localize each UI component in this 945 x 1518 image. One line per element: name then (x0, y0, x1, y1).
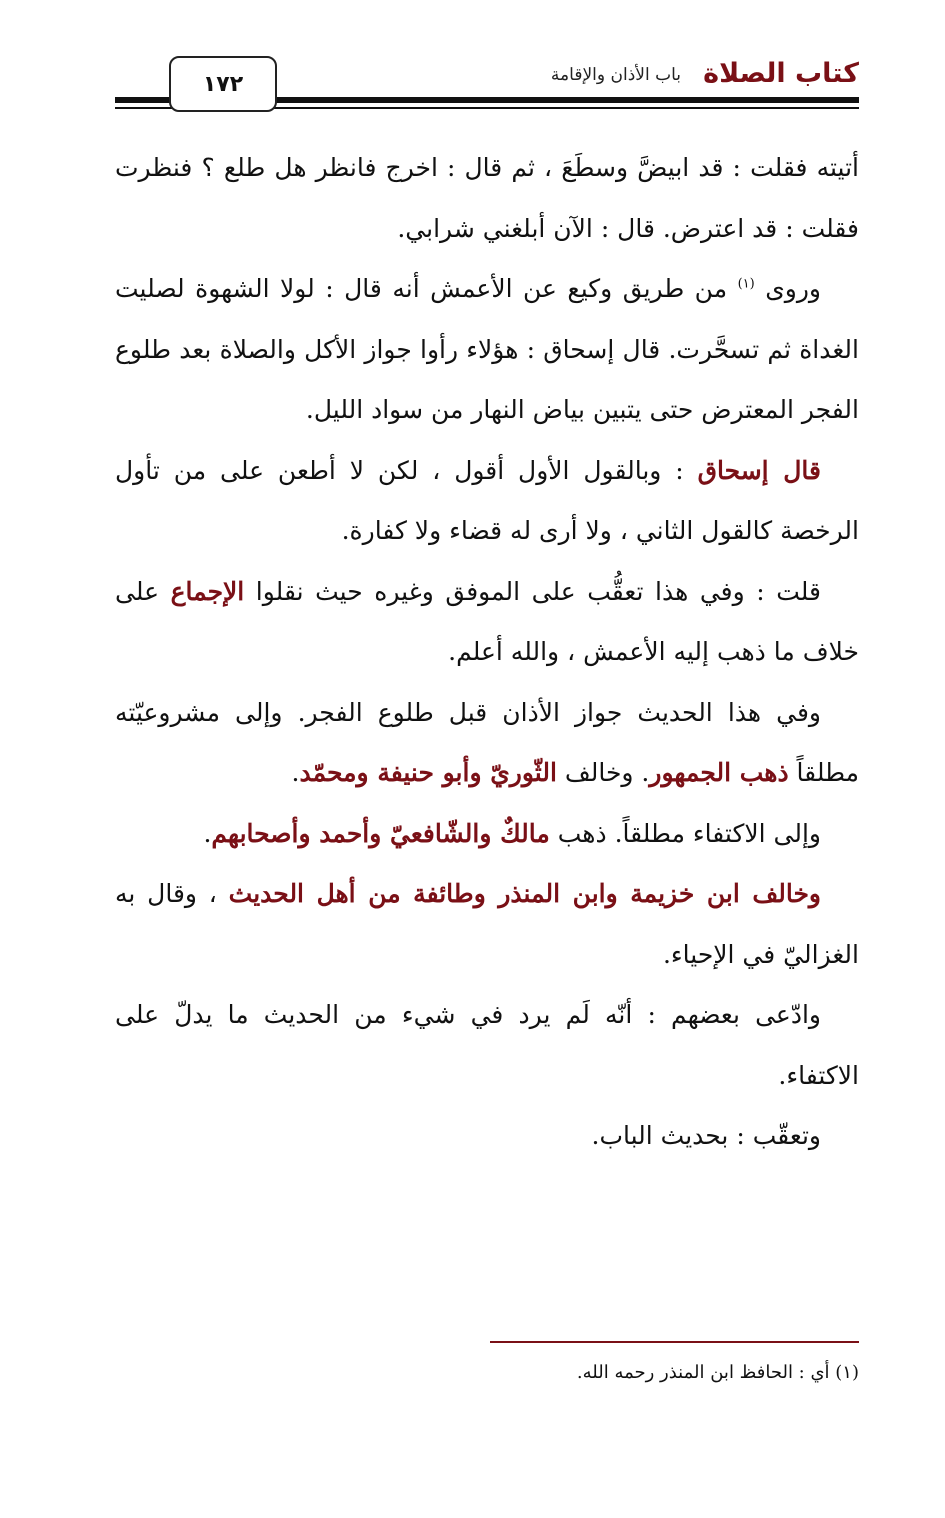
paragraph-4-start: قلت : وفي هذا تعقُّب على الموفق وغيره حيث نقلوا (244, 576, 821, 606)
paragraph-1 (115, 138, 859, 259)
paragraph-5-start: وفي هذا الحديث جواز الأذان قبل طلوع الفجر. وإلى مشروعيّته مطلقاً (115, 697, 859, 787)
paragraph-4-end: على خلاف ما ذهب إليه الأعمش ، والله أعلم. (115, 576, 859, 666)
paragraph-4 (115, 562, 859, 683)
paragraph-6-start: وإلى الاكتفاء مطلقاً. ذهب (549, 818, 821, 848)
paragraph-5-end: . (291, 758, 300, 787)
paragraph-2 (115, 259, 859, 441)
footnote-ref[interactable]: (١) (737, 276, 755, 292)
highlight-malik: مالكٌ والشّافعيّ وأحمد وأصحابهم (211, 818, 550, 848)
highlight-jumhur: ذهب الجمهور (649, 758, 789, 787)
paragraph-7-end: ، وقال به الغزاليّ في الإحياء. (115, 879, 859, 969)
paragraph-7 (115, 864, 859, 985)
paragraph-9-text: وتعقّب : بحديث الباب. (591, 1121, 821, 1150)
highlight-ishaq: قال إسحاق (697, 455, 821, 485)
paragraph-8-text: وادّعى بعضهم : أنّه لَم يرد في شيء من الحديث ما يدلّ على الاكتفاء. (115, 1000, 859, 1090)
paragraph-2-start: وروى (765, 274, 821, 303)
paragraph-3 (115, 441, 859, 562)
paragraph-6-end: . (203, 818, 212, 848)
chapter-title: باب الأذان والإقامة (550, 65, 681, 85)
book-title: كتاب الصلاة (703, 58, 859, 89)
highlight-ijma: الإجماع (170, 576, 245, 606)
paragraph-8 (115, 985, 859, 1106)
paragraph-9 (115, 1106, 859, 1167)
paragraph-6 (115, 804, 859, 865)
footnote: (١) أي : الحافظ ابن المنذر رحمه الله. (576, 1362, 859, 1383)
page-header (115, 52, 859, 122)
page-number: ١٧٢ (169, 56, 277, 112)
paragraph-5-mid: . وخالف (556, 758, 650, 787)
highlight-thawri: الثّوريّ وأبو حنيفة ومحمّد (299, 758, 557, 787)
paragraph-2-text: من طريق وكيع عن الأعمش أنه قال : لولا الشهوة لصليت الغداة ثم تسحَّرت. قال إسحاق : هؤلاء رأوا جواز الأكل والصلاة بعد طلوع الفجر المعترض حتى يتبين بياض النهار من سواد الليل. (115, 274, 859, 424)
footnote-divider (490, 1341, 859, 1343)
paragraph-3-text: : وبالقول الأول أقول ، لكن لا أطعن على من تأول الرخصة كالقول الثاني ، ولا أرى له قضاء ولا كفارة. (115, 455, 859, 545)
highlight-ibn-khuzayma: وخالف ابن خزيمة وابن المنذر وطائفة من أهل الحديث (228, 879, 821, 908)
paragraph-1-text: أتيته فقلت : قد ابيضَّ وسطَعَ ، ثم قال : اخرج فانظر هل طلع ؟ فنظرت فقلت : قد اعترض. قال : الآن أبلغني شرابي. (115, 153, 859, 243)
paragraph-5 (115, 683, 859, 804)
main-text (115, 138, 859, 1167)
